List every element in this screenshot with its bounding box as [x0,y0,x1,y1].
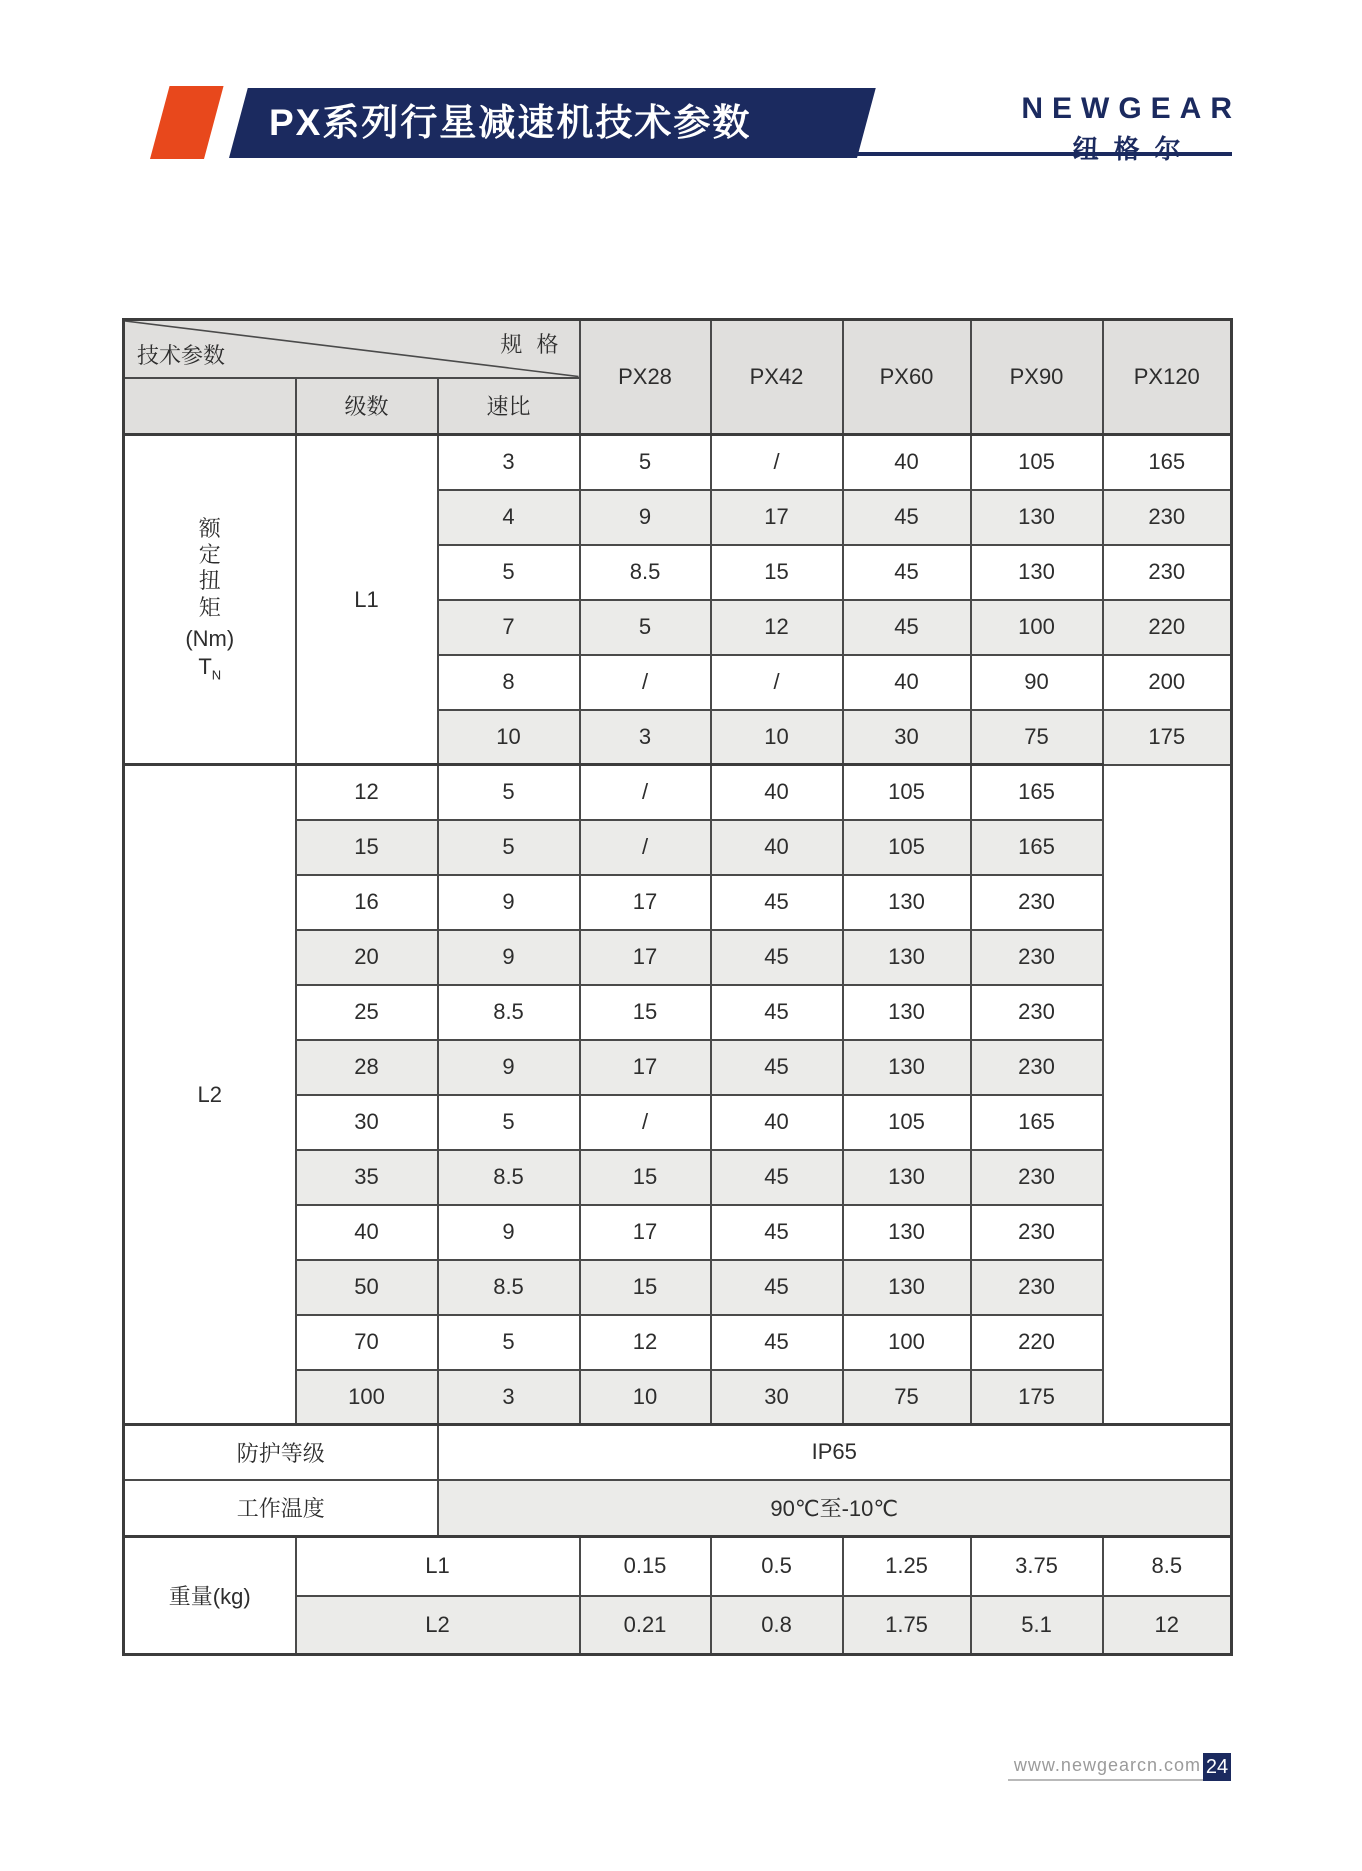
value-cell: 9 [580,490,711,545]
ratio-cell: 35 [296,1150,438,1205]
value-cell: 3 [438,1370,580,1425]
stage-header: 级数 [296,378,438,435]
value-cell: 8.5 [438,985,580,1040]
value-cell: 165 [971,1095,1103,1150]
value-cell: 8.5 [580,545,711,600]
value-cell: 10 [580,1370,711,1425]
value-cell: 130 [843,1040,971,1095]
value-cell: 220 [1103,600,1232,655]
value-cell: 40 [843,435,971,490]
col-header-px90: PX90 [971,320,1103,435]
table-row [124,765,1232,820]
value-cell: 165 [971,820,1103,875]
value-cell: 175 [1103,710,1232,765]
value-cell: 1.25 [843,1537,971,1596]
value-cell: 17 [711,490,843,545]
ratio-header: 速比 [438,378,580,435]
value-cell: 45 [843,600,971,655]
ratio-cell: 50 [296,1260,438,1315]
value-cell: 105 [843,820,971,875]
value-cell: 45 [711,1205,843,1260]
ratio-cell: 40 [296,1205,438,1260]
value-cell: 230 [971,875,1103,930]
value-cell: 5 [438,820,580,875]
value-cell: 230 [1103,545,1232,600]
temperature-row [124,1480,1232,1537]
value-cell: 230 [1103,490,1232,545]
value-cell: 9 [438,875,580,930]
ratio-cell: 4 [438,490,580,545]
value-cell: 8.5 [438,1260,580,1315]
value-cell: 45 [711,985,843,1040]
protection-value: IP65 [438,1425,1232,1480]
value-cell: 40 [711,1095,843,1150]
value-cell: 9 [438,930,580,985]
weight-stage-l1: L1 [296,1537,580,1596]
weight-label: 重量(kg) [124,1537,296,1655]
value-cell: 10 [711,710,843,765]
logo-text-cn: 纽格尔 [1072,134,1196,164]
temperature-value: 90℃至-10℃ [438,1480,1232,1537]
ratio-cell: 7 [438,600,580,655]
value-cell: 45 [711,1260,843,1315]
value-cell: 230 [971,985,1103,1040]
value-cell: 130 [843,930,971,985]
value-cell: 8.5 [1103,1537,1232,1596]
weight-stage-l2: L2 [296,1596,580,1655]
value-cell: 12 [711,600,843,655]
value-cell: 3.75 [971,1537,1103,1596]
value-cell: 230 [971,1260,1103,1315]
value-cell: 165 [971,765,1103,820]
value-cell: 1.75 [843,1596,971,1655]
value-cell: 130 [971,545,1103,600]
torque-symbol: $T_N$ [198,653,222,683]
value-cell: 100 [971,600,1103,655]
value-cell: 5 [580,435,711,490]
ratio-cell: 5 [438,545,580,600]
value-cell: 130 [843,1205,971,1260]
value-cell: 5 [438,1315,580,1370]
value-cell: 30 [711,1370,843,1425]
website-url: www.newgearcn.com [1008,1755,1203,1781]
value-cell: 45 [843,545,971,600]
spec-table [122,318,1233,1656]
ratio-cell: 10 [438,710,580,765]
value-cell: 175 [971,1370,1103,1425]
value-cell: 220 [971,1315,1103,1370]
value-cell: 230 [971,1205,1103,1260]
temperature-label: 工作温度 [124,1480,438,1537]
value-cell: 12 [1103,1596,1232,1655]
ratio-cell: 8 [438,655,580,710]
value-cell: 130 [843,875,971,930]
page-footer [1008,1753,1231,1781]
value-cell: 5 [580,600,711,655]
empty-header-cell [124,378,296,435]
value-cell: / [580,765,711,820]
value-cell: 45 [843,490,971,545]
ratio-cell: 28 [296,1040,438,1095]
value-cell: 165 [1103,435,1232,490]
torque-vertical-label: 额定扭矩 [198,515,221,620]
value-cell: / [580,1095,711,1150]
value-cell: / [580,655,711,710]
value-cell: 0.15 [580,1537,711,1596]
value-cell: 105 [971,435,1103,490]
value-cell: 45 [711,1315,843,1370]
value-cell: 9 [438,1205,580,1260]
value-cell: 5.1 [971,1596,1103,1655]
value-cell: 3 [580,710,711,765]
value-cell: 15 [580,1150,711,1205]
value-cell: 45 [711,1040,843,1095]
value-cell: 9 [438,1040,580,1095]
page-number-badge: 24 [1203,1753,1231,1781]
value-cell: / [580,820,711,875]
value-cell: 40 [711,820,843,875]
value-cell: 15 [711,545,843,600]
ratio-cell: 20 [296,930,438,985]
protection-row [124,1425,1232,1480]
value-cell: 0.5 [711,1537,843,1596]
value-cell: 5 [438,1095,580,1150]
value-cell: 75 [843,1370,971,1425]
ratio-cell: 16 [296,875,438,930]
ratio-cell: 15 [296,820,438,875]
value-cell: 130 [971,490,1103,545]
corner-param-label: 技术参数 [137,342,226,368]
value-cell: 0.21 [580,1596,711,1655]
value-cell: 130 [843,1260,971,1315]
value-cell: 200 [1103,655,1232,710]
value-cell: 0.8 [711,1596,843,1655]
header-accent-shape [150,86,224,159]
header-row-1 [124,320,1232,378]
stage-cell-l1: L1 [296,435,438,765]
value-cell: 45 [711,875,843,930]
value-cell: 15 [580,1260,711,1315]
ratio-cell: 70 [296,1315,438,1370]
stage-cell-l2: L2 [124,765,296,1425]
ratio-cell: 100 [296,1370,438,1425]
value-cell: 17 [580,930,711,985]
value-cell: 105 [843,765,971,820]
logo-text-en: NEWGEAR [1021,92,1241,125]
value-cell: 17 [580,875,711,930]
value-cell: 12 [580,1315,711,1370]
col-header-px42: PX42 [711,320,843,435]
corner-cell [124,320,580,378]
brand-logo [1021,92,1241,166]
value-cell: 45 [711,930,843,985]
value-cell: 230 [971,930,1103,985]
value-cell: / [711,655,843,710]
value-cell: 100 [843,1315,971,1370]
page-title: PX系列行星减速机技术参数 [269,102,752,143]
col-header-px60: PX60 [843,320,971,435]
value-cell: 17 [580,1205,711,1260]
value-cell: 90 [971,655,1103,710]
value-cell: 130 [843,985,971,1040]
protection-label: 防护等级 [124,1425,438,1480]
value-cell: 105 [843,1095,971,1150]
value-cell: 130 [843,1150,971,1205]
value-cell: 40 [711,765,843,820]
table-row [124,435,1232,490]
value-cell: 75 [971,710,1103,765]
value-cell: 17 [580,1040,711,1095]
torque-unit: (Nm) [185,626,235,652]
ratio-cell: 25 [296,985,438,1040]
ratio-cell: 12 [296,765,438,820]
value-cell: 15 [580,985,711,1040]
title-banner [229,88,876,158]
value-cell: 230 [971,1150,1103,1205]
col-header-px120: PX120 [1103,320,1232,435]
value-cell: 230 [971,1040,1103,1095]
value-cell: 8.5 [438,1150,580,1205]
value-cell: 40 [843,655,971,710]
value-cell: 45 [711,1150,843,1205]
corner-spec-label: 规 格 [500,332,563,357]
col-header-px28: PX28 [580,320,711,435]
ratio-cell: 30 [296,1095,438,1150]
weight-row-l1 [124,1537,1232,1596]
value-cell: / [711,435,843,490]
value-cell: 30 [843,710,971,765]
torque-label-cell [124,435,296,765]
ratio-cell: 3 [438,435,580,490]
value-cell: 5 [438,765,580,820]
